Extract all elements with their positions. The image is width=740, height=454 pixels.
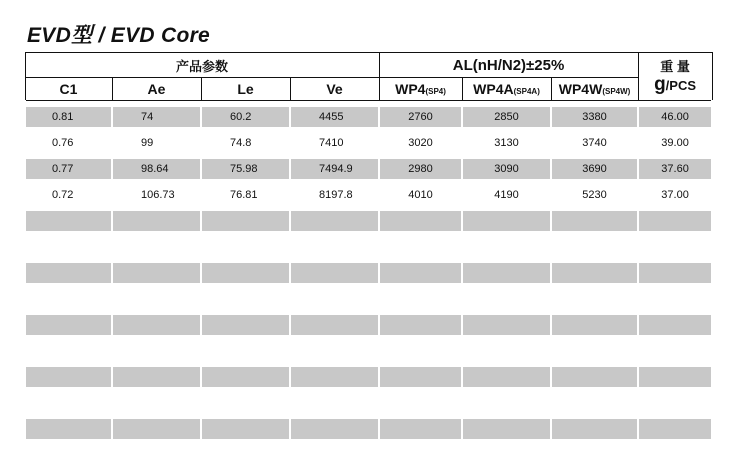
- header-col-wp4-label: WP4: [395, 81, 426, 97]
- cell-empty: [201, 263, 290, 283]
- cell-empty: [112, 393, 201, 413]
- cell-empty: [201, 367, 290, 387]
- cell-empty: [112, 419, 201, 439]
- header-col-wp4a-sub: (SP4A): [513, 87, 540, 96]
- cell-empty: [551, 263, 638, 283]
- cell-empty: [290, 341, 379, 361]
- cell-empty: [462, 289, 551, 309]
- header-col-wp4w: [551, 78, 638, 101]
- header-col-c1: [25, 78, 112, 101]
- cell-empty: [25, 211, 112, 231]
- cell-empty: [112, 367, 201, 387]
- cell-empty: [379, 393, 462, 413]
- cell-empty: [290, 419, 379, 439]
- table-row-empty: [25, 393, 712, 413]
- table-row: [25, 185, 712, 205]
- header-col-le: [201, 78, 290, 101]
- table-body: [25, 101, 712, 440]
- cell-empty: [201, 237, 290, 257]
- cell-empty: [290, 237, 379, 257]
- spec-table: [24, 52, 713, 439]
- header-col-wp4w-label: WP4W: [558, 81, 603, 97]
- cell-empty: [462, 393, 551, 413]
- cell-empty: [112, 341, 201, 361]
- table-row-empty: [25, 237, 712, 257]
- cell-empty: [551, 393, 638, 413]
- cell-empty: [462, 419, 551, 439]
- table-row: [25, 107, 712, 127]
- cell-empty: [462, 211, 551, 231]
- cell-empty: [551, 341, 638, 361]
- table-header: [25, 53, 712, 101]
- cell-empty: [112, 211, 201, 231]
- cell-empty: [462, 237, 551, 257]
- cell-le: 75.98: [201, 159, 290, 179]
- cell-empty: [25, 341, 112, 361]
- cell-empty: [290, 393, 379, 413]
- header-col-ae-label: Ae: [147, 81, 166, 97]
- header-weight: [638, 53, 712, 101]
- cell-wp4: 3020: [379, 133, 462, 153]
- header-group-params: 产品参数: [25, 53, 379, 78]
- header-col-wp4-sub: (SP4): [425, 87, 446, 96]
- cell-empty: [290, 211, 379, 231]
- table-row-empty: [25, 211, 712, 231]
- table-row-empty: [25, 289, 712, 309]
- cell-empty: [112, 263, 201, 283]
- cell-empty: [290, 315, 379, 335]
- table-row-empty: [25, 263, 712, 283]
- cell-empty: [462, 367, 551, 387]
- cell-empty: [551, 367, 638, 387]
- cell-weight: 37.00: [638, 185, 712, 205]
- cell-empty: [638, 419, 712, 439]
- cell-empty: [379, 211, 462, 231]
- cell-empty: [379, 315, 462, 335]
- cell-empty: [379, 237, 462, 257]
- cell-c1: 0.77: [25, 159, 112, 179]
- cell-empty: [25, 315, 112, 335]
- header-col-wp4a-label: WP4A: [473, 81, 514, 97]
- cell-c1: 0.76: [25, 133, 112, 153]
- header-col-ve-label: Ve: [326, 81, 343, 97]
- cell-empty: [25, 367, 112, 387]
- table-row-empty: [25, 315, 712, 335]
- cell-empty: [551, 211, 638, 231]
- header-col-c1-label: C1: [59, 81, 78, 97]
- cell-empty: [112, 315, 201, 335]
- cell-empty: [201, 419, 290, 439]
- cell-ae: 74: [112, 107, 201, 127]
- cell-c1: 0.72: [25, 185, 112, 205]
- cell-empty: [551, 237, 638, 257]
- table-row-empty: [25, 419, 712, 439]
- cell-empty: [25, 237, 112, 257]
- cell-empty: [112, 289, 201, 309]
- header-weight-unit-pcs: /PCS: [665, 78, 697, 93]
- cell-empty: [201, 315, 290, 335]
- cell-empty: [551, 315, 638, 335]
- cell-empty: [551, 419, 638, 439]
- header-col-wp4a: [462, 78, 551, 101]
- cell-empty: [462, 315, 551, 335]
- cell-le: 60.2: [201, 107, 290, 127]
- cell-wp4a: 2850: [462, 107, 551, 127]
- cell-empty: [462, 263, 551, 283]
- header-weight-unit: [639, 75, 712, 96]
- cell-wp4a: 3130: [462, 133, 551, 153]
- cell-ae: 106.73: [112, 185, 201, 205]
- cell-ve: 7494.9: [290, 159, 379, 179]
- header-col-ae: [112, 78, 201, 101]
- cell-empty: [25, 393, 112, 413]
- cell-wp4w: 5230: [551, 185, 638, 205]
- cell-wp4: 2760: [379, 107, 462, 127]
- cell-wp4w: 3380: [551, 107, 638, 127]
- cell-empty: [201, 289, 290, 309]
- cell-ve: 7410: [290, 133, 379, 153]
- table-row-empty: [25, 341, 712, 361]
- cell-c1: 0.81: [25, 107, 112, 127]
- cell-ae: 99: [112, 133, 201, 153]
- cell-wp4a: 4190: [462, 185, 551, 205]
- cell-empty: [201, 211, 290, 231]
- cell-empty: [638, 263, 712, 283]
- cell-empty: [201, 341, 290, 361]
- header-weight-label: 重 量: [660, 59, 690, 74]
- cell-empty: [638, 211, 712, 231]
- header-group-al: AL(nH/N2)±25%: [379, 53, 638, 78]
- page-title: EVD型 / EVD Core: [27, 24, 211, 47]
- cell-empty: [379, 289, 462, 309]
- cell-empty: [551, 289, 638, 309]
- cell-empty: [638, 237, 712, 257]
- cell-empty: [290, 367, 379, 387]
- cell-weight: 39.00: [638, 133, 712, 153]
- cell-empty: [379, 367, 462, 387]
- cell-empty: [379, 341, 462, 361]
- cell-empty: [638, 341, 712, 361]
- cell-wp4: 2980: [379, 159, 462, 179]
- cell-empty: [201, 393, 290, 413]
- cell-empty: [638, 367, 712, 387]
- cell-empty: [112, 237, 201, 257]
- cell-empty: [25, 263, 112, 283]
- cell-ae: 98.64: [112, 159, 201, 179]
- cell-empty: [290, 263, 379, 283]
- header-col-wp4: [379, 78, 462, 101]
- cell-empty: [638, 315, 712, 335]
- cell-empty: [290, 289, 379, 309]
- cell-wp4w: 3690: [551, 159, 638, 179]
- cell-weight: 37.60: [638, 159, 712, 179]
- header-col-le-label: Le: [237, 81, 254, 97]
- cell-empty: [379, 419, 462, 439]
- cell-empty: [25, 419, 112, 439]
- cell-le: 76.81: [201, 185, 290, 205]
- cell-wp4w: 3740: [551, 133, 638, 153]
- cell-ve: 4455: [290, 107, 379, 127]
- cell-le: 74.8: [201, 133, 290, 153]
- cell-wp4a: 3090: [462, 159, 551, 179]
- table-row-empty: [25, 367, 712, 387]
- header-weight-unit-g: g: [654, 74, 666, 95]
- cell-weight: 46.00: [638, 107, 712, 127]
- cell-empty: [638, 289, 712, 309]
- cell-empty: [379, 263, 462, 283]
- cell-empty: [462, 341, 551, 361]
- cell-empty: [638, 393, 712, 413]
- table-row: [25, 159, 712, 179]
- table-row: [25, 133, 712, 153]
- cell-empty: [25, 289, 112, 309]
- cell-ve: 8197.8: [290, 185, 379, 205]
- header-col-ve: [290, 78, 379, 101]
- cell-wp4: 4010: [379, 185, 462, 205]
- header-col-wp4w-sub: (SP4W): [602, 87, 631, 96]
